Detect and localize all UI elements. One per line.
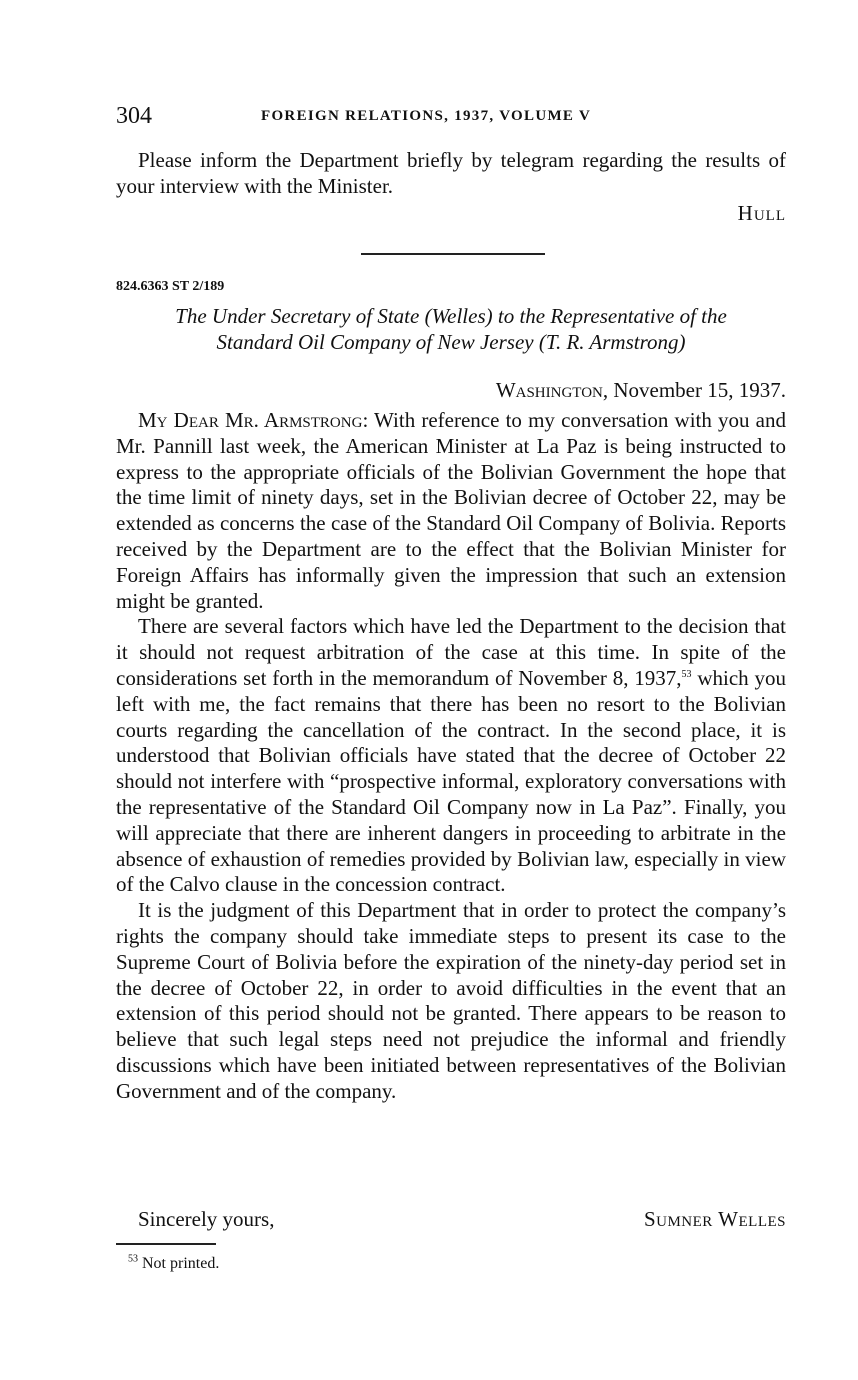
salutation: My Dear Mr. Armstrong bbox=[138, 408, 363, 432]
signature: Sumner Welles bbox=[643, 1207, 786, 1231]
section-divider bbox=[361, 253, 545, 255]
dateline bbox=[496, 377, 786, 403]
running-head: FOREIGN RELATIONS, 1937, VOLUME V bbox=[261, 108, 592, 124]
footnote-mark: 53 bbox=[128, 1253, 138, 1265]
complimentary-close: Sincerely yours, bbox=[138, 1207, 275, 1231]
page-header bbox=[116, 100, 786, 132]
letter-paragraph-1 bbox=[116, 408, 786, 614]
closing-row bbox=[116, 1206, 786, 1232]
page-number: 304 bbox=[116, 103, 152, 129]
dateline-date: , November 15, 1937. bbox=[602, 378, 786, 402]
document-title-line-2: Standard Oil Company of New Jersey (T. R. Armstrong) bbox=[216, 330, 686, 354]
previous-document-closing-paragraph: Please inform the Department briefly by telegram regarding the results of your interview with the Minister. bbox=[116, 148, 786, 198]
letter-paragraph-2 bbox=[116, 614, 786, 898]
footnote bbox=[128, 1253, 219, 1275]
footnote-reference: 53 bbox=[681, 668, 692, 680]
letter-body bbox=[116, 408, 786, 1105]
paragraph-2-text-a: There are several factors which have led the Department to the decision that it should not request arbitration of the case at this time. In spite of the considerations set forth in the memorandum of November 8, 1937, bbox=[116, 614, 786, 690]
document-title bbox=[116, 303, 786, 355]
document-title-line-1: The Under Secretary of State (Welles) to the Representative of the bbox=[175, 304, 727, 328]
footnote-text: Not printed. bbox=[142, 1255, 220, 1272]
footnote-rule bbox=[116, 1243, 216, 1245]
paragraph-2-text-b: which you left with me, the fact remains that there has been no resort to the Bolivian courts regarding the cancellation of the contract. In the second place, it is understood that Bolivian officials have stated that the decree of October 22 should not interfere with “prospective informal, exploratory conversations with the representative of the Standard Oil Company now in La Paz”. Finally, you will appreciate that there are inherent dangers in proceeding to arbitrate in the absence of exhaustion of remedies provided by Bolivian law, especially in view of the Calvo clause in the concession contract. bbox=[116, 665, 786, 897]
file-number: 824.6363 ST 2/189 bbox=[116, 279, 225, 294]
dateline-place: Washington bbox=[495, 378, 603, 402]
paragraph-1-text: : With reference to my conversation with you and Mr. Pannill last week, the American Minister at La Paz is being instructed to express to the appropriate officials of the Bolivian Government the hope that the time limit of ninety days, set in the Bolivian decree of October 22, may be extended as concerns the case of the Standard Oil Company of Bolivia. Reports received by the Department are to the effect that the Bolivian Minister for Foreign Affairs has informally given the impression that such an extension might be granted. bbox=[116, 408, 786, 613]
previous-document-signature: Hull bbox=[737, 201, 786, 225]
letter-paragraph-3: It is the judgment of this Department that in order to protect the company’s rights the company should take immediate steps to present its case to the Supreme Court of Bolivia before the expiration of the ninety-day period set in the decree of October 22, in order to avoid difficulties in the event that an extension of this period should not be granted. There appears to be reason to believe that such legal steps need not prejudice the informal and friendly discussions which have been initiated between representatives of the Bolivian Government and of the company. bbox=[116, 898, 786, 1103]
